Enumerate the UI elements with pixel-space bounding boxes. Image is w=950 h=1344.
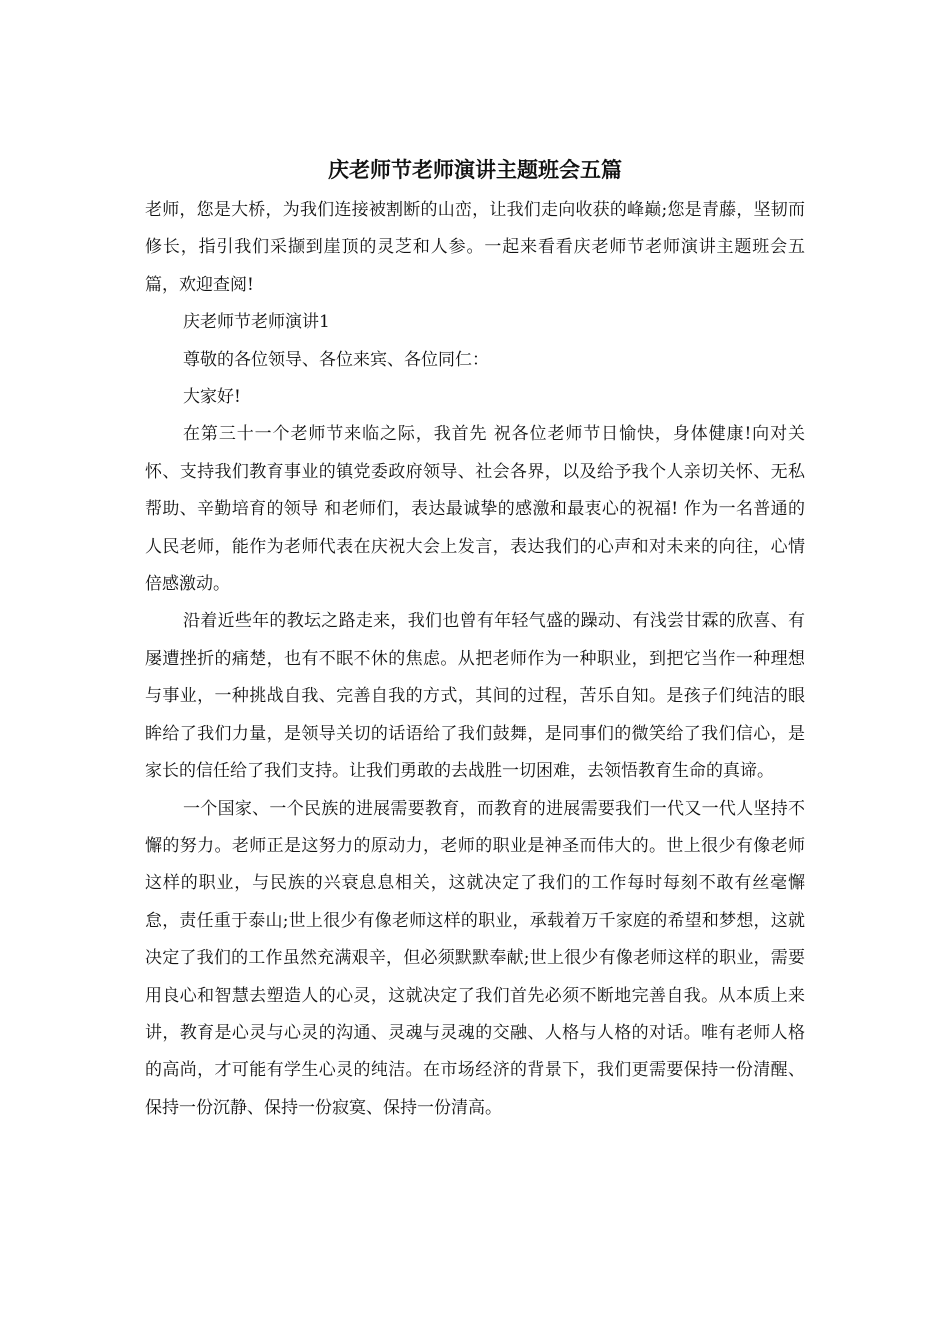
salutation: 尊敬的各位领导、各位来宾、各位同仁：	[183, 349, 489, 370]
intro-paragraph: 老师，您是大桥，为我们连接被割断的山峦，让我们走向收获的峰巅;您是青藤，坚韧而修长，指引我们采撷到崖顶的灵芝和人参。一起来看看庆老师节老师演讲主题班会五篇，欢迎查阅!	[145, 200, 805, 295]
body-paragraph: 一个国家、一个民族的进展需要教育，而教育的进展需要我们一代又一代人坚持不懈的努力。老师正是这努力的原动力，老师的职业是神圣而伟大的。世上很少有像老师这样的职业，与民族的兴衰息息相关，这就决定了我们的工作每时每刻不敢有丝毫懈怠，责任重于泰山;世上很少有像老师这样的职业，承载着万千家庭的希望和梦想，这就决定了我们的工作虽然充满艰辛，但必须默默奉献;世上很少有像老师这样的职业，需要用良心和智慧去塑造人的心灵，这就决定了我们首先必须不断地完善自我。从本质上来讲，教育是心灵与心灵的沟通、灵魂与灵魂的交融、人格与人格的对话。唯有老师人格的高尚，才可能有学生心灵的纯洁。在市场经济的背景下，我们更需要保持一份清醒、保持一份沉静、保持一份寂寞、保持一份清高。	[145, 798, 805, 1118]
greeting: 大家好!	[183, 387, 241, 408]
section-heading: 庆老师节老师演讲1	[183, 312, 330, 333]
document-title: 庆老师节老师演讲主题班会五篇	[328, 158, 622, 182]
body-paragraph: 沿着近些年的教坛之路走来，我们也曾有年轻气盛的躁动、有浅尝甘霖的欣喜、有屡遭挫折的痛楚，也有不眠不休的焦虑。从把老师作为一种职业，到把它当作一种理想与事业，一种挑战自我、完善自我的方式，其间的过程，苦乐自知。是孩子们纯洁的眼眸给了我们力量，是领导关切的话语给了我们鼓舞，是同事们的微笑给了我们信心，是家长的信任给了我们支持。让我们勇敢的去战胜一切困难，去领悟教育生命的真谛。	[145, 611, 805, 782]
document-body	[145, 192, 805, 1127]
body-paragraph: 在第三十一个老师节来临之际，我首先 祝各位老师节日愉快，身体健康!向对关怀、支持我们教育事业的镇党委政府领导、社会各界，以及给予我个人亲切关怀、无私帮助、辛勤培育的领导 和老师们，表达最诚挚的感激和最衷心的祝福! 作为一名普通的人民老师，能作为老师代表在庆祝大会上发言，表达我们的心声和对未来的向往，心情倍感激动。	[145, 424, 805, 595]
